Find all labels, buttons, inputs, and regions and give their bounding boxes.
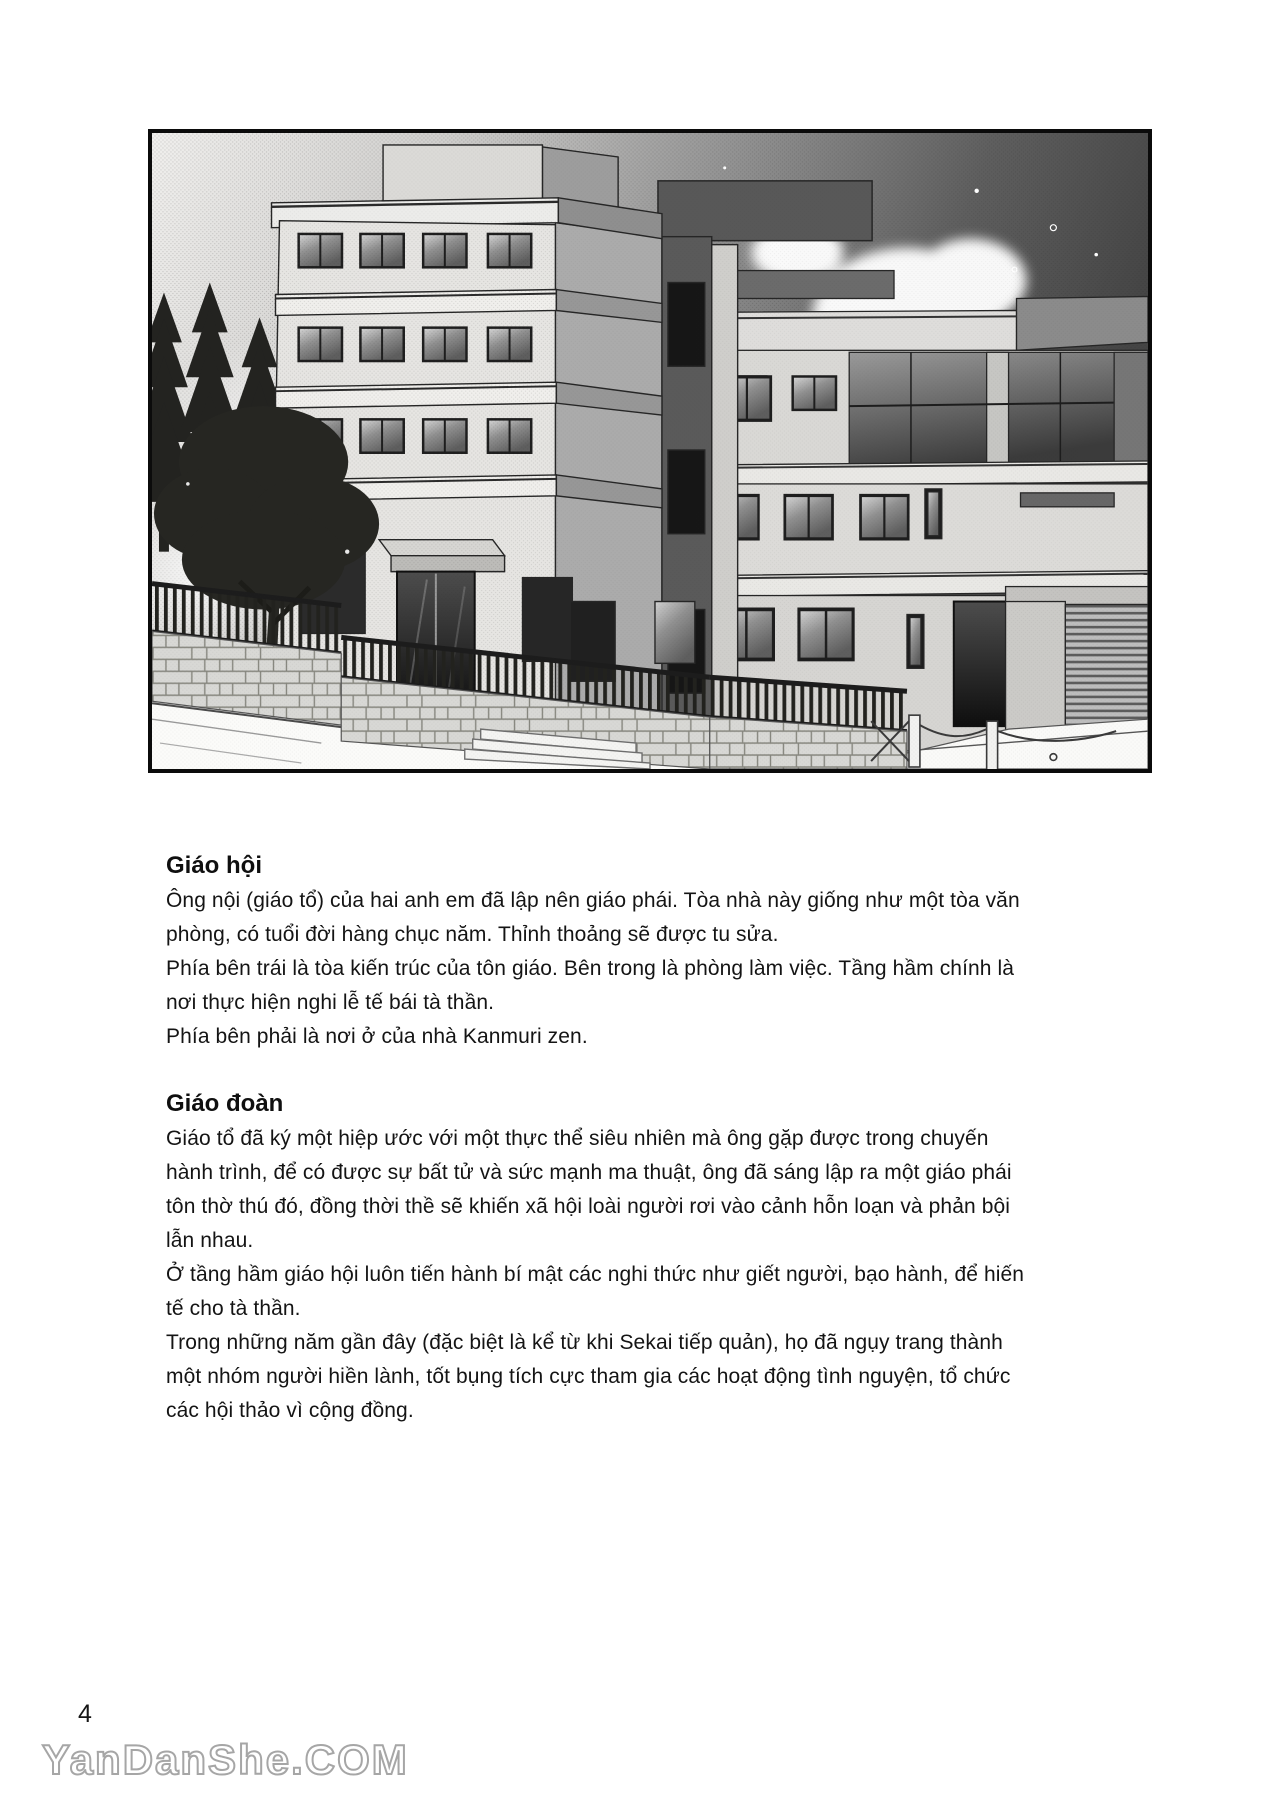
body-line: Giáo tổ đã ký một hiệp ước với một thực thể siêu nhiên mà ông gặp được trong chuyến — [166, 1127, 989, 1150]
body-line: tôn thờ thú đó, đồng thời thề sẽ khiến xã hội loài người rơi vào cảnh hỗn loạn và phản bội — [166, 1195, 1011, 1218]
manga-panel — [148, 129, 1152, 773]
body-line: phòng, có tuổi đời hàng chục năm. Thỉnh thoảng sẽ được tu sửa. — [166, 923, 779, 946]
section-church-heading: Giáo hội — [166, 852, 262, 879]
site-watermark: YanDanShe.COM — [42, 1736, 409, 1783]
page-number: 4 — [78, 1700, 92, 1728]
panel-illustration — [152, 133, 1148, 769]
body-line: Ở tầng hầm giáo hội luôn tiến hành bí mật các nghi thức như giết người, bạo hành, để hiến — [166, 1263, 1025, 1286]
body-line: các hội thảo vì cộng đồng. — [166, 1399, 414, 1422]
body-line: lẫn nhau. — [166, 1229, 254, 1252]
body-line: nơi thực hiện nghi lễ tế bái tà thần. — [166, 991, 495, 1014]
body-line: Trong những năm gần đây (đặc biệt là kể từ khi Sekai tiếp quản), họ đã ngụy trang thành — [166, 1331, 1003, 1354]
body-line: hành trình, để có được sự bất tử và sức mạnh ma thuật, ông đã sáng lập ra một giáo phái — [166, 1161, 1012, 1184]
body-line: Phía bên phải là nơi ở của nhà Kanmuri zen. — [166, 1025, 588, 1048]
body-line: Ông nội (giáo tổ) của hai anh em đã lập nên giáo phái. Tòa nhà này giống như một tòa văn — [166, 889, 1020, 912]
body-line: tế cho tà thần. — [166, 1297, 301, 1320]
section-congregation-heading: Giáo đoàn — [166, 1090, 284, 1117]
body-line: Phía bên trái là tòa kiến trúc của tôn giáo. Bên trong là phòng làm việc. Tầng hầm chính là — [166, 957, 1015, 980]
body-line: một nhóm người hiền lành, tốt bụng tích cực tham gia các hoạt động tình nguyện, tổ chức — [166, 1365, 1011, 1388]
